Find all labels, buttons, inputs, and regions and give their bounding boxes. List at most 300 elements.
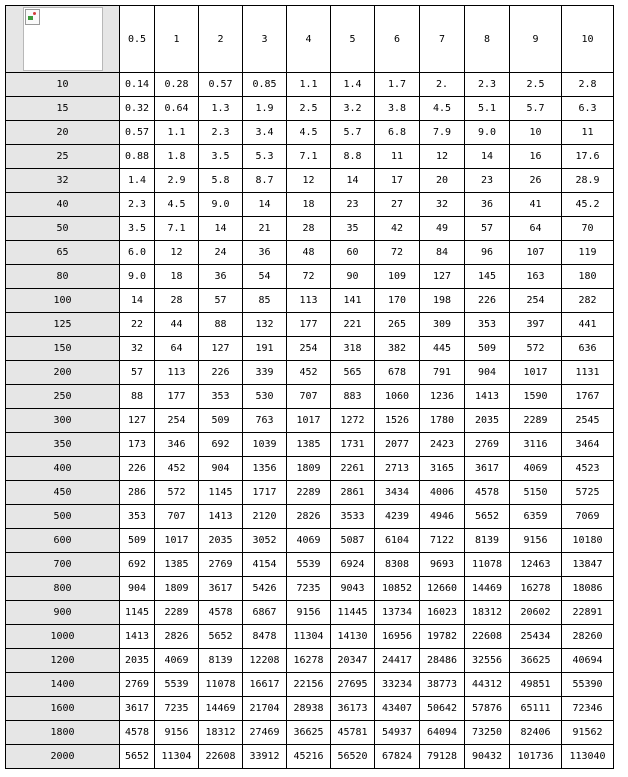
- table-cell: 2.: [420, 73, 465, 97]
- table-cell: 1413: [120, 625, 155, 649]
- table-cell: 2289: [155, 601, 199, 625]
- table-cell: 64: [155, 337, 199, 361]
- row-header: 1200: [6, 649, 120, 673]
- table-cell: 4.5: [155, 193, 199, 217]
- table-cell: 4523: [562, 457, 614, 481]
- table-row: [6, 505, 614, 529]
- table-cell: 32: [420, 193, 465, 217]
- row-header: 500: [6, 505, 120, 529]
- table-cell: 791: [420, 361, 465, 385]
- table-cell: 13734: [375, 601, 420, 625]
- table-cell: 79128: [420, 745, 465, 769]
- table-cell: 12: [420, 145, 465, 169]
- table-cell: 12463: [510, 553, 562, 577]
- table-cell: 5725: [562, 481, 614, 505]
- column-header: 3: [243, 6, 287, 73]
- table-cell: 1809: [287, 457, 331, 481]
- table-cell: 2120: [243, 505, 287, 529]
- table-cell: 1.1: [287, 73, 331, 97]
- table-row: [6, 121, 614, 145]
- table-cell: 4578: [199, 601, 243, 625]
- row-header: 900: [6, 601, 120, 625]
- table-cell: 35: [331, 217, 375, 241]
- table-cell: 2.3: [465, 73, 510, 97]
- table-cell: 286: [120, 481, 155, 505]
- table-cell: 353: [465, 313, 510, 337]
- table-cell: 707: [287, 385, 331, 409]
- table-cell: 127: [199, 337, 243, 361]
- table-cell: 170: [375, 289, 420, 313]
- table-cell: 904: [465, 361, 510, 385]
- table-cell: 21704: [243, 697, 287, 721]
- table-cell: 9.0: [199, 193, 243, 217]
- table-cell: 1.9: [243, 97, 287, 121]
- table-cell: 6.8: [375, 121, 420, 145]
- table-cell: 1.3: [199, 97, 243, 121]
- row-header: 2000: [6, 745, 120, 769]
- table-cell: 16278: [510, 577, 562, 601]
- table-cell: 191: [243, 337, 287, 361]
- table-cell: 11078: [465, 553, 510, 577]
- table-cell: 309: [420, 313, 465, 337]
- table-cell: 5.7: [510, 97, 562, 121]
- table-cell: 265: [375, 313, 420, 337]
- table-cell: 3533: [331, 505, 375, 529]
- table-cell: 0.14: [120, 73, 155, 97]
- table-cell: 4946: [420, 505, 465, 529]
- table-cell: 113040: [562, 745, 614, 769]
- table-cell: 3165: [420, 457, 465, 481]
- table-cell: 23: [465, 169, 510, 193]
- table-cell: 82406: [510, 721, 562, 745]
- table-cell: 18086: [562, 577, 614, 601]
- table-cell: 1131: [562, 361, 614, 385]
- table-cell: 2.5: [287, 97, 331, 121]
- table-cell: 2769: [465, 433, 510, 457]
- table-cell: 1145: [120, 601, 155, 625]
- table-cell: 2.3: [120, 193, 155, 217]
- row-header: 15: [6, 97, 120, 121]
- table-cell: 42: [375, 217, 420, 241]
- table-cell: 2289: [287, 481, 331, 505]
- table-cell: 2035: [199, 529, 243, 553]
- table-cell: 3.8: [375, 97, 420, 121]
- table-cell: 20347: [331, 649, 375, 673]
- table-cell: 1.8: [155, 145, 199, 169]
- table-cell: 445: [420, 337, 465, 361]
- column-header: 1: [155, 6, 199, 73]
- table-cell: 57876: [465, 697, 510, 721]
- table-cell: 72346: [562, 697, 614, 721]
- table-cell: 7.1: [155, 217, 199, 241]
- table-cell: 64: [510, 217, 562, 241]
- table-cell: 1236: [420, 385, 465, 409]
- table-cell: 9043: [331, 577, 375, 601]
- table-cell: 0.64: [155, 97, 199, 121]
- table-cell: 28: [155, 289, 199, 313]
- table-cell: 22156: [287, 673, 331, 697]
- row-header: 100: [6, 289, 120, 313]
- row-header: 1400: [6, 673, 120, 697]
- table-cell: 27469: [243, 721, 287, 745]
- table-cell: 0.88: [120, 145, 155, 169]
- table-cell: 14469: [465, 577, 510, 601]
- table-cell: 678: [375, 361, 420, 385]
- row-header: 450: [6, 481, 120, 505]
- table-row: [6, 169, 614, 193]
- table-cell: 113: [155, 361, 199, 385]
- table-cell: 1356: [243, 457, 287, 481]
- table-cell: 55390: [562, 673, 614, 697]
- table-cell: 23: [331, 193, 375, 217]
- table-cell: 54: [243, 265, 287, 289]
- table-cell: 101736: [510, 745, 562, 769]
- table-row: [6, 481, 614, 505]
- table-cell: 173: [120, 433, 155, 457]
- table-cell: 113: [287, 289, 331, 313]
- table-row: [6, 385, 614, 409]
- table-cell: 2.9: [155, 169, 199, 193]
- table-cell: 9156: [510, 529, 562, 553]
- table-cell: 65111: [510, 697, 562, 721]
- row-header: 1000: [6, 625, 120, 649]
- table-cell: 45781: [331, 721, 375, 745]
- table-cell: 180: [562, 265, 614, 289]
- table-cell: 5.7: [331, 121, 375, 145]
- table-cell: 45.2: [562, 193, 614, 217]
- table-cell: 28486: [420, 649, 465, 673]
- table-cell: 282: [562, 289, 614, 313]
- table-cell: 1060: [375, 385, 420, 409]
- table-cell: 60: [331, 241, 375, 265]
- table-cell: 9156: [155, 721, 199, 745]
- table-cell: 36625: [287, 721, 331, 745]
- table-row: [6, 745, 614, 769]
- table-row: [6, 145, 614, 169]
- table-cell: 163: [510, 265, 562, 289]
- table-cell: 3617: [120, 697, 155, 721]
- table-cell: 44: [155, 313, 199, 337]
- table-cell: 2769: [120, 673, 155, 697]
- row-header: 65: [6, 241, 120, 265]
- table-cell: 7069: [562, 505, 614, 529]
- table-cell: 14: [331, 169, 375, 193]
- table-cell: 763: [243, 409, 287, 433]
- table-cell: 572: [510, 337, 562, 361]
- table-row: [6, 193, 614, 217]
- table-cell: 16023: [420, 601, 465, 625]
- table-cell: 119: [562, 241, 614, 265]
- table-cell: 91562: [562, 721, 614, 745]
- table-cell: 36: [243, 241, 287, 265]
- table-cell: 1780: [420, 409, 465, 433]
- table-cell: 2035: [465, 409, 510, 433]
- table-cell: 36625: [510, 649, 562, 673]
- table-cell: 1731: [331, 433, 375, 457]
- table-cell: 107: [510, 241, 562, 265]
- table-cell: 4.5: [420, 97, 465, 121]
- table-cell: 6924: [331, 553, 375, 577]
- table-cell: 1526: [375, 409, 420, 433]
- table-cell: 7.1: [287, 145, 331, 169]
- table-cell: 67824: [375, 745, 420, 769]
- table-cell: 8.7: [243, 169, 287, 193]
- table-cell: 22608: [199, 745, 243, 769]
- table-cell: 1145: [199, 481, 243, 505]
- table-cell: 12208: [243, 649, 287, 673]
- table-cell: 353: [120, 505, 155, 529]
- table-cell: 0.28: [155, 73, 199, 97]
- table-cell: 2826: [287, 505, 331, 529]
- table-cell: 530: [243, 385, 287, 409]
- table-row: [6, 409, 614, 433]
- table-cell: 8478: [243, 625, 287, 649]
- table-cell: 7235: [287, 577, 331, 601]
- table-cell: 707: [155, 505, 199, 529]
- table-cell: 226: [120, 457, 155, 481]
- table-cell: 9.0: [465, 121, 510, 145]
- table-cell: 572: [155, 481, 199, 505]
- table-row: [6, 601, 614, 625]
- table-cell: 254: [510, 289, 562, 313]
- column-header: 5: [331, 6, 375, 73]
- row-header: 125: [6, 313, 120, 337]
- table-cell: 5539: [155, 673, 199, 697]
- table-cell: 8308: [375, 553, 420, 577]
- table-cell: 6.3: [562, 97, 614, 121]
- table-cell: 132: [243, 313, 287, 337]
- column-header: 4: [287, 6, 331, 73]
- table-cell: 73250: [465, 721, 510, 745]
- table-cell: 6359: [510, 505, 562, 529]
- row-header: 300: [6, 409, 120, 433]
- column-header: 7: [420, 6, 465, 73]
- table-cell: 32556: [465, 649, 510, 673]
- table-row: [6, 577, 614, 601]
- table-cell: 49851: [510, 673, 562, 697]
- table-cell: 14: [120, 289, 155, 313]
- table-cell: 14130: [331, 625, 375, 649]
- table-cell: 1.4: [120, 169, 155, 193]
- table-cell: 41: [510, 193, 562, 217]
- table-row: [6, 433, 614, 457]
- table-cell: 1717: [243, 481, 287, 505]
- column-header: 8: [465, 6, 510, 73]
- table-cell: 0.57: [199, 73, 243, 97]
- table-cell: 10180: [562, 529, 614, 553]
- table-cell: 1767: [562, 385, 614, 409]
- table-cell: 14: [243, 193, 287, 217]
- table-row: [6, 529, 614, 553]
- table-cell: 40694: [562, 649, 614, 673]
- table-cell: 109: [375, 265, 420, 289]
- table-cell: 509: [199, 409, 243, 433]
- table-cell: 4578: [465, 481, 510, 505]
- table-cell: 9156: [287, 601, 331, 625]
- table-cell: 50642: [420, 697, 465, 721]
- table-cell: 20602: [510, 601, 562, 625]
- row-header: 25: [6, 145, 120, 169]
- data-table: [5, 5, 614, 769]
- table-cell: 5087: [331, 529, 375, 553]
- corner-cell: [6, 6, 120, 73]
- table-cell: 33234: [375, 673, 420, 697]
- table-cell: 21: [243, 217, 287, 241]
- table-cell: 254: [155, 409, 199, 433]
- column-header: 9: [510, 6, 562, 73]
- table-cell: 18: [287, 193, 331, 217]
- row-header: 800: [6, 577, 120, 601]
- table-cell: 24417: [375, 649, 420, 673]
- table-cell: 2261: [331, 457, 375, 481]
- row-header: 200: [6, 361, 120, 385]
- table-cell: 254: [287, 337, 331, 361]
- table-cell: 11: [562, 121, 614, 145]
- table-cell: 28938: [287, 697, 331, 721]
- table-cell: 177: [287, 313, 331, 337]
- table-cell: 24: [199, 241, 243, 265]
- row-header: 1800: [6, 721, 120, 745]
- table-cell: 4069: [510, 457, 562, 481]
- table-cell: 3434: [375, 481, 420, 505]
- table-cell: 9693: [420, 553, 465, 577]
- table-cell: 1.7: [375, 73, 420, 97]
- table-cell: 2.5: [510, 73, 562, 97]
- table-cell: 346: [155, 433, 199, 457]
- table-cell: 3.2: [331, 97, 375, 121]
- table-cell: 3052: [243, 529, 287, 553]
- table-cell: 19782: [420, 625, 465, 649]
- table-cell: 441: [562, 313, 614, 337]
- table-cell: 57: [120, 361, 155, 385]
- table-cell: 4069: [287, 529, 331, 553]
- table-cell: 12660: [420, 577, 465, 601]
- table-cell: 12: [155, 241, 199, 265]
- table-cell: 5652: [120, 745, 155, 769]
- table-cell: 4154: [243, 553, 287, 577]
- table-row: [6, 673, 614, 697]
- table-cell: 1413: [199, 505, 243, 529]
- column-header: 10: [562, 6, 614, 73]
- table-cell: 16: [510, 145, 562, 169]
- table-cell: 509: [120, 529, 155, 553]
- table-cell: 11304: [155, 745, 199, 769]
- table-cell: 57: [199, 289, 243, 313]
- table-cell: 49: [420, 217, 465, 241]
- row-header: 10: [6, 73, 120, 97]
- row-header: 250: [6, 385, 120, 409]
- row-header: 150: [6, 337, 120, 361]
- table-cell: 1272: [331, 409, 375, 433]
- table-cell: 1.4: [331, 73, 375, 97]
- table-cell: 509: [465, 337, 510, 361]
- table-cell: 16956: [375, 625, 420, 649]
- table-cell: 57: [465, 217, 510, 241]
- table-cell: 64094: [420, 721, 465, 745]
- table-cell: 1413: [465, 385, 510, 409]
- row-header: 40: [6, 193, 120, 217]
- table-row: [6, 361, 614, 385]
- table-row: [6, 217, 614, 241]
- table-cell: 8.8: [331, 145, 375, 169]
- table-cell: 177: [155, 385, 199, 409]
- table-cell: 72: [375, 241, 420, 265]
- table-cell: 6.0: [120, 241, 155, 265]
- table-cell: 1017: [155, 529, 199, 553]
- table-cell: 85: [243, 289, 287, 313]
- table-cell: 2289: [510, 409, 562, 433]
- table-row: [6, 457, 614, 481]
- table-cell: 226: [199, 361, 243, 385]
- table-cell: 3.5: [199, 145, 243, 169]
- table-cell: 339: [243, 361, 287, 385]
- table-cell: 25434: [510, 625, 562, 649]
- table-cell: 1017: [510, 361, 562, 385]
- table-cell: 10852: [375, 577, 420, 601]
- table-cell: 3464: [562, 433, 614, 457]
- table-cell: 28260: [562, 625, 614, 649]
- table-cell: 96: [465, 241, 510, 265]
- table-cell: 1.1: [155, 121, 199, 145]
- table-cell: 14: [199, 217, 243, 241]
- table-cell: 5.8: [199, 169, 243, 193]
- table-cell: 5652: [465, 505, 510, 529]
- table-cell: 9.0: [120, 265, 155, 289]
- table-cell: 1809: [155, 577, 199, 601]
- table-cell: 127: [420, 265, 465, 289]
- table-cell: 18: [155, 265, 199, 289]
- row-header: 80: [6, 265, 120, 289]
- table-cell: 5652: [199, 625, 243, 649]
- table-cell: 56520: [331, 745, 375, 769]
- column-header: 0.5: [120, 6, 155, 73]
- table-cell: 0.32: [120, 97, 155, 121]
- table-cell: 2826: [155, 625, 199, 649]
- table-cell: 6867: [243, 601, 287, 625]
- table-cell: 141: [331, 289, 375, 313]
- table-cell: 226: [465, 289, 510, 313]
- table-cell: 45216: [287, 745, 331, 769]
- table-row: [6, 337, 614, 361]
- row-header: 600: [6, 529, 120, 553]
- table-cell: 4006: [420, 481, 465, 505]
- table-cell: 28: [287, 217, 331, 241]
- table-cell: 0.85: [243, 73, 287, 97]
- table-cell: 1385: [155, 553, 199, 577]
- table-cell: 70: [562, 217, 614, 241]
- table-cell: 5150: [510, 481, 562, 505]
- table-cell: 38773: [420, 673, 465, 697]
- row-header: 50: [6, 217, 120, 241]
- table-row: [6, 97, 614, 121]
- table-cell: 11445: [331, 601, 375, 625]
- table-cell: 18312: [465, 601, 510, 625]
- table-cell: 48: [287, 241, 331, 265]
- table-cell: 27: [375, 193, 420, 217]
- table-cell: 145: [465, 265, 510, 289]
- table-cell: 4.5: [287, 121, 331, 145]
- table-row: [6, 553, 614, 577]
- broken-image-icon: [23, 7, 103, 71]
- table-cell: 26: [510, 169, 562, 193]
- table-cell: 36: [199, 265, 243, 289]
- table-cell: 11304: [287, 625, 331, 649]
- table-cell: 17.6: [562, 145, 614, 169]
- table-cell: 452: [155, 457, 199, 481]
- table-row: [6, 697, 614, 721]
- table-cell: 2713: [375, 457, 420, 481]
- column-header: 6: [375, 6, 420, 73]
